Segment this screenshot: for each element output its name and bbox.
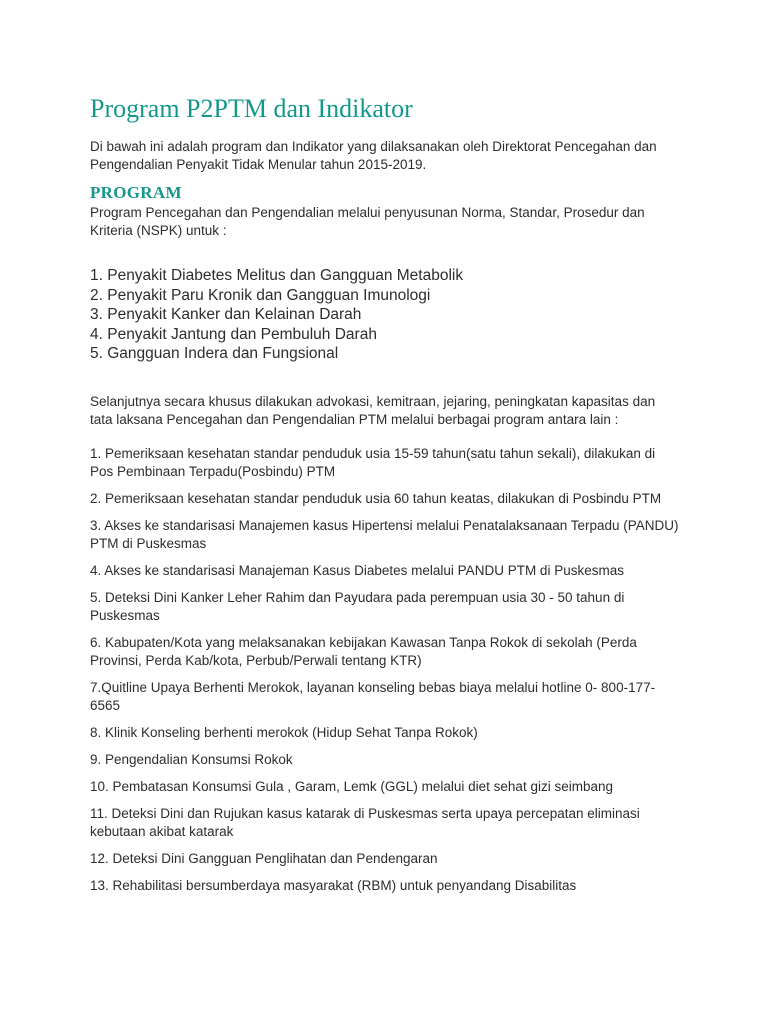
activity-item: 7.Quitline Upaya Berhenti Merokok, layanan konseling bebas biaya melalui hotline 0- 800-177-6565 xyxy=(90,680,656,713)
disease-item: 4. Penyakit Jantung dan Pembuluh Darah xyxy=(90,325,377,343)
activity-item: 9. Pengendalian Konsumsi Rokok xyxy=(90,752,293,767)
disease-item: 3. Penyakit Kanker dan Kelainan Darah xyxy=(90,306,362,323)
intro-paragraph: Di bawah ini adalah program dan Indikator yang dilaksanakan oleh Direktorat Pencegahan dan Pengendalian Penyakit Tidak Menular tahun 2015-2019. xyxy=(90,139,657,172)
page-title: Program P2PTM dan Indikator xyxy=(90,94,413,123)
activity-item: 13. Rehabilitasi bersumberdaya masyarakat (RBM) untuk penyandang Disabilitas xyxy=(90,878,577,893)
disease-item: 2. Penyakit Paru Kronik dan Gangguan Imunologi xyxy=(90,286,431,304)
activity-item: 5. Deteksi Dini Kanker Leher Rahim dan Payudara pada perempuan usia 30 - 50 tahun di Puskesmas xyxy=(90,590,625,623)
activity-item: 12. Deteksi Dini Gangguan Penglihatan dan Pendengaran xyxy=(90,851,438,866)
program-description: Program Pencegahan dan Pengendalian melalui penyusunan Norma, Standar, Prosedur dan Kriteria (NSPK) untuk : xyxy=(90,205,645,238)
activity-item: 3. Akses ke standarisasi Manajemen kasus Hipertensi melalui Penatalaksanaan Terpadu (PANDU) PTM di Puskesmas xyxy=(90,518,679,551)
program-heading: PROGRAM xyxy=(90,183,182,202)
activity-item: 8. Klinik Konseling berhenti merokok (Hidup Sehat Tanpa Rokok) xyxy=(90,725,478,740)
followup-paragraph: Selanjutnya secara khusus dilakukan advokasi, kemitraan, jejaring, peningkatan kapasitas dan tata laksana Pencegahan dan Pengendalian PTM melalui berbagai program antara lain : xyxy=(90,394,656,427)
activity-list xyxy=(90,445,680,904)
activity-item: 2. Pemeriksaan kesehatan standar penduduk usia 60 tahun keatas, dilakukan di Posbindu PTM xyxy=(90,491,662,506)
activity-item: 11. Deteksi Dini dan Rujukan kasus katarak di Puskesmas serta upaya percepatan eliminasi kebutaan akibat katarak xyxy=(90,806,640,839)
activity-item: 6. Kabupaten/Kota yang melaksanakan kebijakan Kawasan Tanpa Rokok di sekolah (Perda Provinsi, Perda Kab/kota, Perbub/Perwali tentang KTR) xyxy=(90,635,637,668)
activity-item: 4. Akses ke standarisasi Manajeman Kasus Diabetes melalui PANDU PTM di Puskesmas xyxy=(90,563,624,578)
activity-item: 10. Pembatasan Konsumsi Gula , Garam, Lemk (GGL) melalui diet sehat gizi seimbang xyxy=(90,779,613,794)
disease-list xyxy=(90,266,463,364)
disease-item: 1. Penyakit Diabetes Melitus dan Gangguan Metabolik xyxy=(90,267,464,284)
activity-item: 1. Pemeriksaan kesehatan standar penduduk usia 15-59 tahun(satu tahun sekali), dilakukan di Pos Pembinaan Terpadu(Posbindu) PTM xyxy=(90,446,656,479)
disease-item: 5. Gangguan Indera dan Fungsional xyxy=(90,345,339,362)
